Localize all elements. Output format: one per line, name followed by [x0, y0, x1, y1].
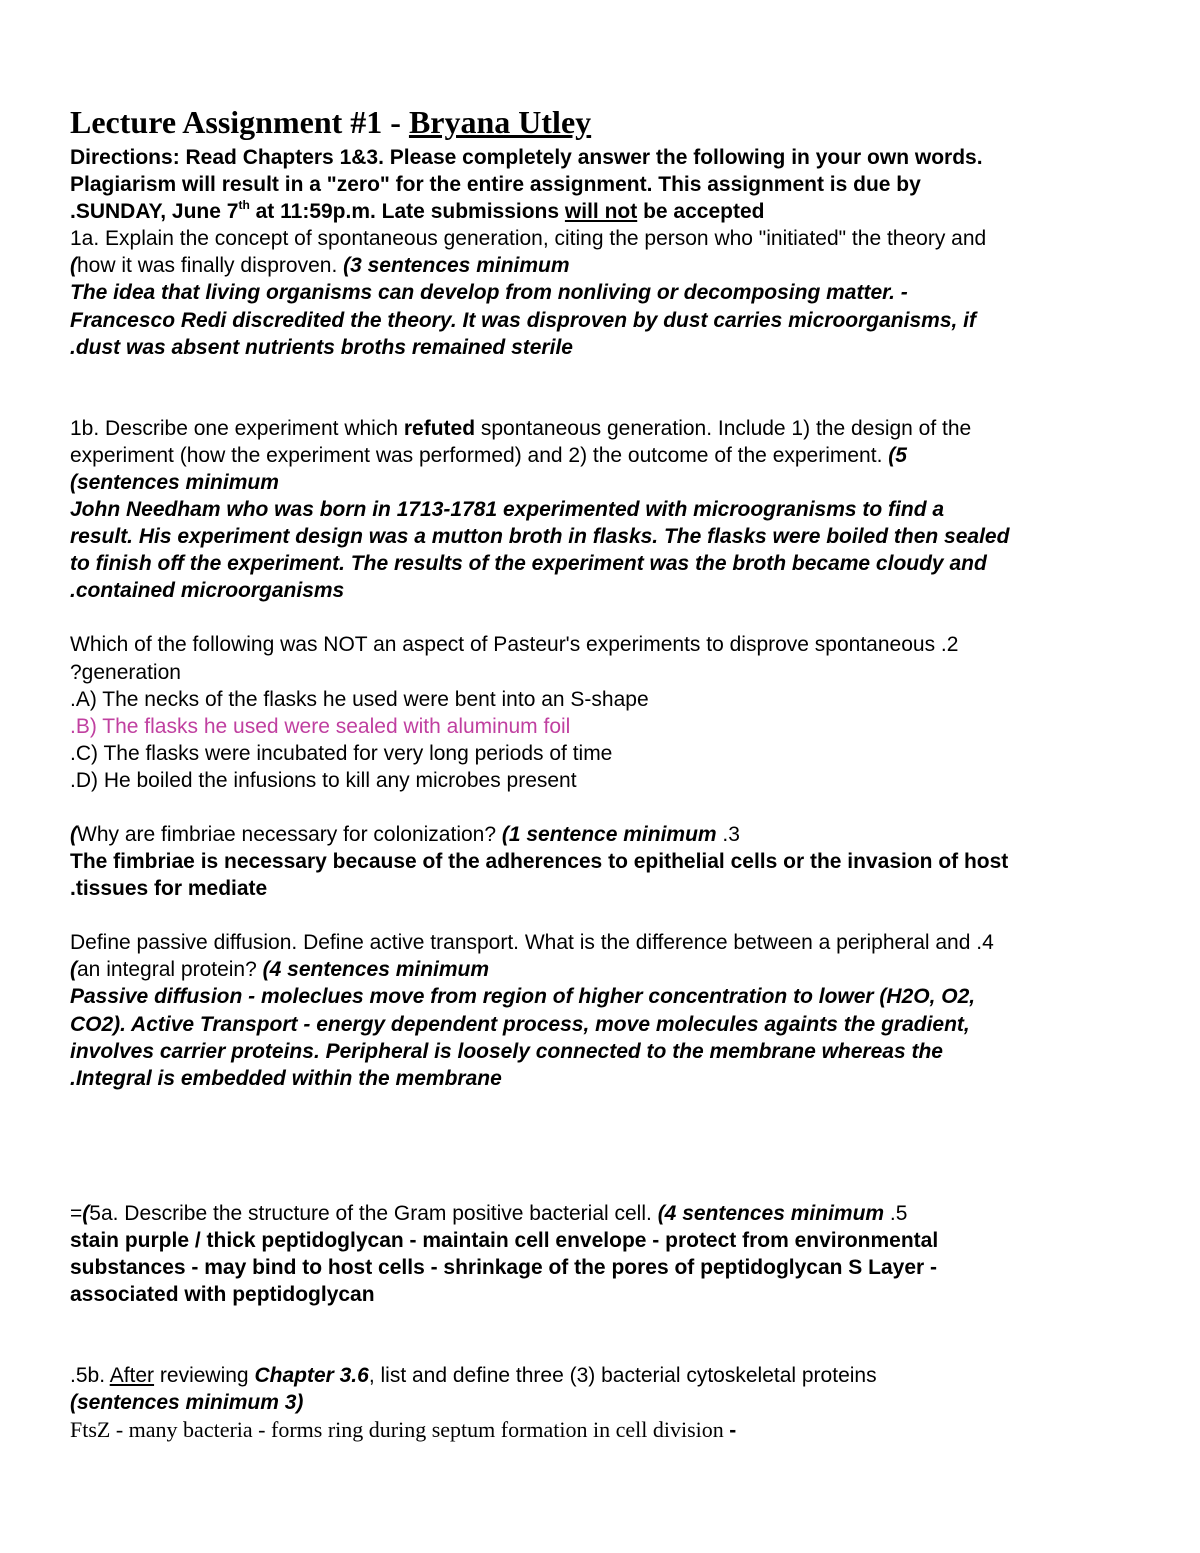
- q5b-number: .5b.: [70, 1364, 110, 1388]
- q2-option-d: .D) He boiled the infusions to kill any microbes present: [70, 768, 577, 792]
- q1b-prompt-end: spontaneous generation. Include 1) the design of the: [475, 416, 972, 440]
- q1b-minimum: (sentences minimum: [70, 470, 279, 494]
- q4-minimum: (4 sentences minimum: [262, 958, 490, 982]
- q5b-reviewing: reviewing: [154, 1364, 255, 1388]
- q1a-prompt-line-1: 1a. Explain the concept of spontaneous generation, citing the person who "initiated" the theory and: [70, 227, 987, 251]
- q4-answer-line-3: involves carrier proteins. Peripheral is loosely connected to the membrane whereas the: [70, 1039, 943, 1063]
- q1a-answer-line-3: .dust was absent nutrients broths remained sterile: [70, 335, 573, 359]
- page-title: [70, 100, 1150, 144]
- q1a-answer-line-1: The idea that living organisms can develop from nonliving or decomposing matter. -: [70, 281, 908, 305]
- q5b-minimum: (sentences minimum 3): [70, 1391, 304, 1415]
- q5a-number: .5: [884, 1201, 908, 1225]
- q4-answer-line-1: Passive diffusion - moleclues move from region of higher concentration to lower (H2O, O2,: [70, 985, 976, 1009]
- q4-answer-line-2: CO2). Active Transport - energy dependent process, move molecules againts the gradient,: [70, 1012, 970, 1036]
- directions-time-text: at 11:59p.m. Late submissions: [249, 200, 565, 224]
- q1b-prompt-start: 1b. Describe one experiment which: [70, 416, 404, 440]
- q3-number: .3: [716, 822, 740, 846]
- q5b-prompt-line-1: [70, 1362, 1150, 1389]
- q2-prompt-line-2: ?generation: [70, 660, 181, 684]
- q2-option-b-selected: .B) The flasks he used were sealed with aluminum foil: [70, 714, 571, 738]
- q5a-equals: =: [70, 1201, 83, 1225]
- q5b-answer-dash: -: [729, 1419, 737, 1443]
- q4-answer-line-4: .Integral is embedded within the membrane: [70, 1066, 502, 1090]
- document-content: [70, 100, 1150, 1444]
- q1a-answer-line-2: Francesco Redi discredited the theory. It was disproven by dust carries microorganisms, if: [70, 308, 976, 332]
- directions-accepted-text: be accepted: [637, 200, 765, 224]
- q5a-prompt-line-1: [70, 1200, 1150, 1227]
- q1b-minimum-count: (5: [888, 443, 907, 467]
- title-dash: -: [382, 104, 409, 140]
- q3-answer-line-2: .tissues for mediate: [70, 877, 268, 901]
- spacer: [70, 1308, 1150, 1362]
- q3-answer-line-1: The fimbriae is necessary because of the adherences to epithelial cells or the invasion of host: [70, 850, 1009, 874]
- q3-minimum: (1 sentence minimum: [501, 822, 717, 846]
- q5b-chapter: Chapter 3.6: [254, 1364, 369, 1388]
- q5a-answer-line-2: substances - may bind to host cells - shrinkage of the pores of peptidoglycan S Layer -: [70, 1256, 938, 1279]
- q4-prompt-text: an integral protein?: [77, 958, 263, 982]
- directions-line-3: [70, 198, 1150, 225]
- q3-open-paren: (: [70, 822, 77, 846]
- spacer: [70, 361, 1150, 415]
- q1b-prompt-line-2: [70, 442, 1150, 469]
- q4-prompt-line-1: Define passive diffusion. Define active transport. What is the difference between a peripheral and .4: [70, 931, 994, 955]
- q1b-answer-line-3: to finish off the experiment. The results of the experiment was the broth became cloudy and: [70, 552, 987, 576]
- q4-prompt-line-2: [70, 956, 1150, 983]
- spacer: [70, 604, 1150, 631]
- q2-prompt-line-1: Which of the following was NOT an aspect of Pasteur's experiments to disprove spontaneous .2: [70, 633, 959, 657]
- spacer: [70, 1092, 1150, 1200]
- q1b-answer-line-2: result. His experiment design was a mutton broth in flasks. The flasks were boiled then sealed: [70, 525, 1010, 549]
- q5a-answer-line-3: associated with peptidoglycan: [70, 1283, 375, 1307]
- q1b-refuted: refuted: [403, 416, 476, 440]
- q1a-prompt-text: how it was finally disproven.: [77, 254, 344, 278]
- spacer: [70, 902, 1150, 929]
- q1a-prompt-line-2: [70, 252, 1150, 279]
- q2-option-a: .A) The necks of the flasks he used were bent into an S-shape: [70, 687, 649, 711]
- spacer: [70, 794, 1150, 821]
- q5a-open-paren: (: [82, 1201, 90, 1225]
- q5b-after: After: [109, 1364, 155, 1388]
- q5b-answer-text: FtsZ - many bacteria - forms ring during septum formation in cell division: [70, 1417, 730, 1443]
- directions-will-not: will not: [564, 200, 638, 224]
- directions-line-1: Directions: Read Chapters 1&3. Please completely answer the following in your own words.: [70, 146, 983, 169]
- q5a-minimum: (4 sentences minimum: [657, 1201, 885, 1225]
- q4-open-paren: (: [70, 958, 77, 982]
- title-student-name: Bryana Utley: [408, 104, 592, 140]
- q1b-prompt-text: experiment (how the experiment was performed) and 2) the outcome of the experiment.: [70, 443, 889, 467]
- directions-date-suffix: th: [238, 198, 250, 213]
- q1a-minimum: (3 sentences minimum: [343, 254, 570, 278]
- q5a-answer-line-1: stain purple / thick peptidoglycan - maintain cell envelope - protect from environmental: [70, 1228, 939, 1252]
- directions-line-2: Plagiarism will result in a "zero" for the entire assignment. This assignment is due by: [70, 173, 921, 197]
- q1a-open-paren: (: [70, 254, 77, 278]
- q1b-answer-line-4: .contained microorganisms: [70, 579, 345, 603]
- q2-option-c: .C) The flasks were incubated for very long periods of time: [70, 741, 613, 765]
- title-main: Lecture Assignment #1: [70, 104, 383, 140]
- directions-due-text: .SUNDAY, June 7: [70, 200, 239, 224]
- q1b-prompt-line-1: [70, 415, 1150, 442]
- q5a-prompt-text: 5a. Describe the structure of the Gram positive bacterial cell.: [89, 1201, 658, 1225]
- q5b-prompt-text: , list and define three (3) bacterial cytoskeletal proteins: [368, 1364, 877, 1388]
- q3-prompt-text: Why are fimbriae necessary for colonization?: [77, 822, 502, 846]
- q3-prompt-line-1: [70, 821, 1150, 848]
- q5b-answer-line-1: [70, 1416, 1150, 1444]
- q1b-answer-line-1: John Needham who was born in 1713-1781 experimented with microogranisms to find a: [70, 498, 945, 522]
